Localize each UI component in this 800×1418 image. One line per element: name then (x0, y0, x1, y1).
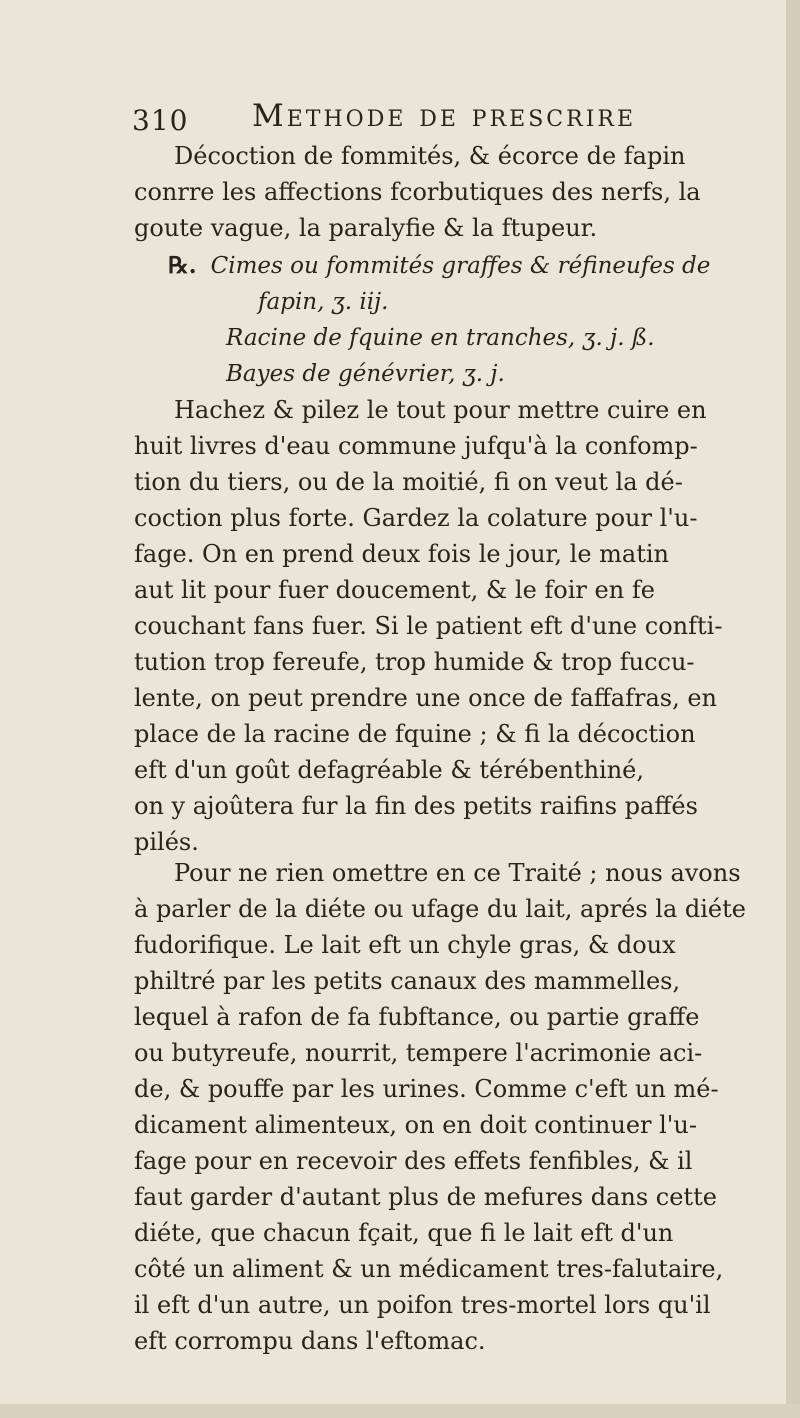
text-line: couchant fans fuer. Si le patient eft d'une confti- (134, 612, 723, 640)
text-line: tion du tiers, ou de la moitié, fi on veut la dé- (134, 468, 683, 496)
text-line: fudorifique. Le lait eft un chyle gras, & doux (134, 931, 676, 959)
text-line: aut lit pour fuer doucement, & le foir en fe (134, 576, 655, 604)
recipe-ingredient: Cimes ou fommités graffes & réfineufes de (210, 253, 711, 279)
text-line: lequel à rafon de fa fubftance, ou partie graffe (134, 1003, 700, 1031)
text-line: place de la racine de fquine ; & fi la décoction (134, 720, 696, 748)
title-line: Décoction de fommités, & écorce de fapin (174, 142, 686, 170)
method-paragraph (134, 392, 756, 860)
text-line: fage pour en recevoir des effets fenfibles, & il (134, 1147, 693, 1175)
recipe-line: Bayes de génévrier, ʒ. j. (226, 361, 505, 387)
page-number: 310 (132, 104, 189, 137)
title-line: conrre les affections fcorbutiques des nerfs, la (134, 178, 701, 206)
page-edge-shadow (786, 0, 800, 1418)
text-line: eft d'un goût defagréable & térébenthiné, (134, 756, 644, 784)
text-line: il eft d'un autre, un poifon tres-mortel lors qu'il (134, 1291, 711, 1319)
recipe-line: fapin, ʒ. iij. (258, 289, 389, 315)
text-line: Hachez & pilez le tout pour mettre cuire en (174, 396, 707, 424)
running-head: Methode de prescrire (252, 98, 637, 134)
text-line: tution trop fereufe, trop humide & trop fuccu- (134, 648, 695, 676)
text-line: pilés. (134, 828, 199, 856)
text-line: ou butyreufe, nourrit, tempere l'acrimonie aci- (134, 1039, 703, 1067)
text-line: fage. On en prend deux fois le jour, le matin (134, 540, 669, 568)
lait-paragraph (134, 855, 756, 1359)
text-line: eft corrompu dans l'eftomac. (134, 1327, 486, 1355)
page-header (132, 98, 732, 142)
text-line: côté un aliment & un médicament tres-falutaire, (134, 1255, 724, 1283)
recipe-line (168, 248, 768, 284)
text-line: faut garder d'autant plus de mefures dans cette (134, 1183, 717, 1211)
rx-symbol: ℞. (168, 252, 197, 279)
section-title (134, 138, 756, 246)
text-line: diéte, que chacun fçait, que fi le lait eft d'un (134, 1219, 674, 1247)
recipe-block (168, 248, 768, 392)
text-line: de, & pouffe par les urines. Comme c'eft un mé- (134, 1075, 719, 1103)
text-line: huit livres d'eau commune jufqu'à la confomp- (134, 432, 698, 460)
text-line: dicament alimenteux, on en doit continuer l'u- (134, 1111, 697, 1139)
text-line: lente, on peut prendre une once de faffafras, en (134, 684, 718, 712)
text-line: on y ajoûtera fur la fin des petits raifins paffés (134, 792, 698, 820)
text-line: à parler de la diéte ou ufage du lait, aprés la diéte (134, 895, 746, 923)
text-line: Pour ne rien omettre en ce Traité ; nous avons (174, 859, 741, 887)
title-line: goute vague, la paralyfie & la ftupeur. (134, 214, 598, 242)
page-bottom-edge (0, 1404, 800, 1418)
text-line: philtré par les petits canaux des mammelles, (134, 967, 681, 995)
recipe-line: Racine de fquine en tranches, ʒ. j. ß. (226, 325, 655, 351)
text-line: coction plus forte. Gardez la colature pour l'u- (134, 504, 698, 532)
